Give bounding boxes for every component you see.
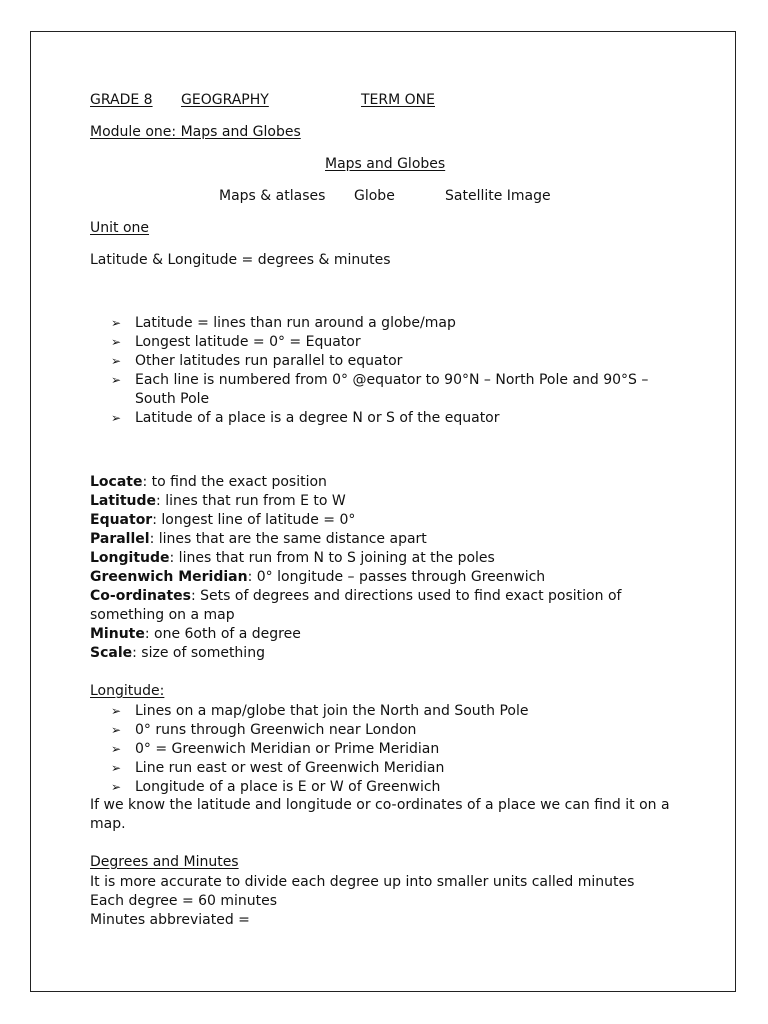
- definition-text: : longest line of latitude = 0°: [152, 512, 356, 528]
- definition-term: Longitude: [90, 550, 170, 566]
- unit-heading: Unit one: [90, 220, 150, 236]
- subtitle-globe: Globe: [354, 188, 395, 204]
- definition-term: Minute: [90, 626, 145, 642]
- arrowhead-bullet-icon: ➢: [111, 335, 122, 349]
- list-item-text: Latitude = lines than run around a globe/map: [135, 315, 456, 331]
- definition-text: : to find the exact position: [142, 474, 327, 490]
- list-item: [111, 333, 665, 352]
- degrees-minutes-line: Each degree = 60 minutes: [90, 893, 278, 909]
- header-term: TERM ONE: [361, 92, 435, 108]
- definition-term: Parallel: [90, 531, 150, 547]
- subtitle-maps-atlases: Maps & atlases: [219, 188, 326, 204]
- list-item: [111, 314, 665, 333]
- definition-row: [90, 511, 670, 530]
- header-subject-text: GEOGRAPHY: [181, 92, 269, 108]
- longitude-note: If we know the latitude and longitude or co-ordinates of a place we can find it on a map.: [90, 797, 670, 832]
- definition-row: [90, 549, 670, 568]
- list-item-text: Lines on a map/globe that join the North and South Pole: [135, 703, 529, 719]
- module-heading: Module one: Maps and Globes: [90, 124, 301, 140]
- list-item-text: Longitude of a place is E or W of Greenwich: [135, 779, 441, 795]
- arrowhead-bullet-icon: ➢: [111, 704, 122, 718]
- arrowhead-bullet-icon: ➢: [111, 354, 122, 368]
- latitude-bullet-list: [111, 314, 665, 428]
- list-item-text: Line run east or west of Greenwich Meridian: [135, 760, 445, 776]
- arrowhead-bullet-icon: ➢: [111, 373, 122, 387]
- degrees-minutes-line: Minutes abbreviated =: [90, 912, 250, 928]
- list-item-text: 0° runs through Greenwich near London: [135, 722, 417, 738]
- definition-text: : 0° longitude – passes through Greenwich: [247, 569, 546, 585]
- intro-line: Latitude & Longitude = degrees & minutes: [90, 252, 391, 268]
- header-grade: GRADE 8: [90, 92, 153, 108]
- arrowhead-bullet-icon: ➢: [111, 761, 122, 775]
- arrowhead-bullet-icon: ➢: [111, 316, 122, 330]
- definition-term: Latitude: [90, 493, 157, 509]
- definition-term: Greenwich Meridian: [90, 569, 248, 585]
- list-item: [111, 409, 665, 428]
- definition-term: Co-ordinates: [90, 588, 191, 604]
- definition-row: [90, 644, 670, 663]
- header-subject: [181, 91, 353, 110]
- arrowhead-bullet-icon: ➢: [111, 723, 122, 737]
- definition-row: [90, 473, 670, 492]
- definition-text: : one 6oth of a degree: [144, 626, 301, 642]
- page-title: Maps and Globes: [325, 156, 446, 172]
- list-item-text: 0° = Greenwich Meridian or Prime Meridian: [135, 741, 440, 757]
- definition-row: [90, 568, 670, 587]
- list-item: [111, 371, 665, 409]
- definition-text: : Sets of degrees and directions used to find exact position of something on a map: [90, 588, 622, 623]
- list-item: [111, 740, 665, 759]
- subtitle-satellite-image: Satellite Image: [445, 188, 551, 204]
- definition-row: [90, 625, 670, 644]
- longitude-heading: Longitude:: [90, 683, 165, 699]
- definition-term: Scale: [90, 645, 133, 661]
- list-item: [111, 721, 665, 740]
- definition-text: : lines that run from N to S joining at the poles: [169, 550, 495, 566]
- arrowhead-bullet-icon: ➢: [111, 780, 122, 794]
- definition-term: Equator: [90, 512, 153, 528]
- definition-text: : lines that run from E to W: [156, 493, 346, 509]
- definition-text: : size of something: [132, 645, 265, 661]
- definition-term: Locate: [90, 474, 143, 490]
- definition-text: : lines that are the same distance apart: [149, 531, 427, 547]
- longitude-bullet-list: [111, 702, 665, 797]
- definitions-block: [90, 473, 670, 663]
- arrowhead-bullet-icon: ➢: [111, 742, 122, 756]
- list-item: [111, 778, 665, 797]
- list-item: [111, 702, 665, 721]
- list-item-text: Other latitudes run parallel to equator: [135, 353, 403, 369]
- degrees-minutes-heading: Degrees and Minutes: [90, 854, 239, 870]
- degrees-minutes-line: It is more accurate to divide each degree up into smaller units called minutes: [90, 874, 635, 890]
- list-item: [111, 352, 665, 371]
- list-item-text: Longest latitude = 0° = Equator: [135, 334, 361, 350]
- definition-row: [90, 492, 670, 511]
- list-item-text: Latitude of a place is a degree N or S of the equator: [135, 410, 500, 426]
- definition-row: [90, 587, 670, 625]
- list-item: [111, 759, 665, 778]
- degrees-minutes-block: [90, 873, 680, 930]
- definition-row: [90, 530, 670, 549]
- list-item-text: Each line is numbered from 0° @equator to 90°N – North Pole and 90°S – South Pole: [135, 372, 649, 407]
- arrowhead-bullet-icon: ➢: [111, 411, 122, 425]
